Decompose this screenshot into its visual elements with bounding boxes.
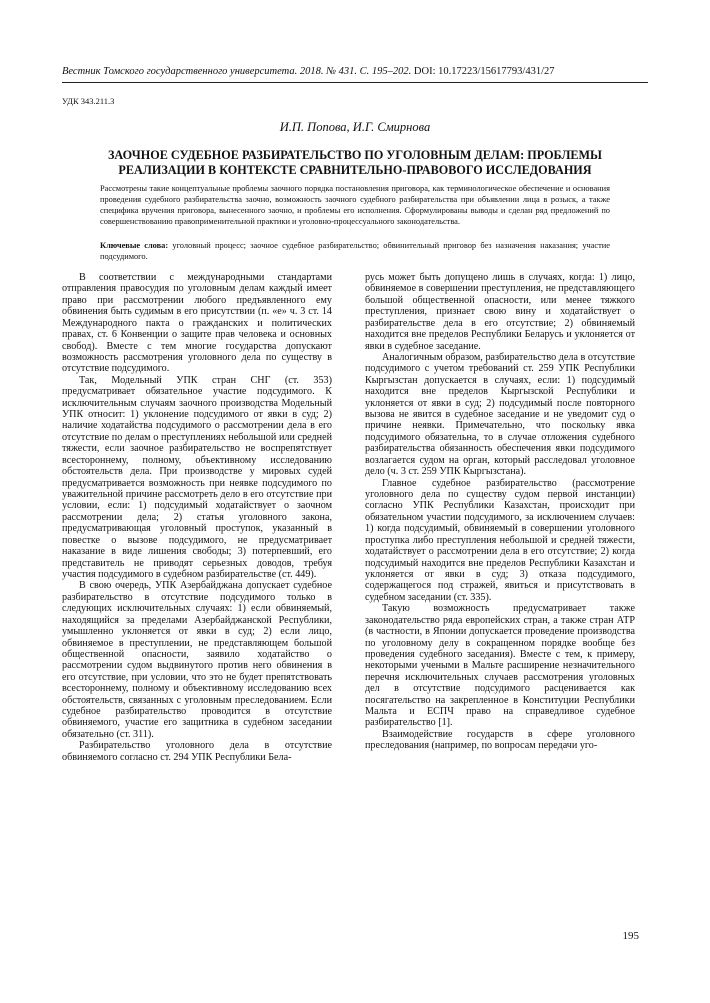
header-rule — [62, 82, 648, 83]
article-title — [62, 148, 648, 177]
paragraph: Главное судебное разбирательство (рассмотрение уголовного дела по существу судом первой инстанции) согласно УПК Республики Казахстан, происходит при обязательном участии подсудимого, за исключением случаев: 1) когда подсудимый, обвиняемый в совершении уголовного проступка либо преступления небольшой и средней тяжести, ходатайствует о рассмотрении дела в его отсутствие; 2) когда подсудимый находится вне пределов Республики Казахстан и уклоняется от явки в суд; 3) отказа подсудимого, содержащегося под стражей, явиться и присутствовать в судебном заседании (ст. 335). — [365, 477, 635, 603]
title-line-2: РЕАЛИЗАЦИИ В КОНТЕКСТЕ СРАВНИТЕЛЬНО-ПРАВОВОГО ИССЛЕДОВАНИЯ — [118, 162, 592, 177]
paragraph: Взаимодействие государств в сфере уголовного преследования (например, по вопросам передачи уго- — [365, 728, 635, 752]
body-column-left — [62, 272, 332, 763]
keywords-label: Ключевые слова: — [100, 241, 169, 250]
body-column-right — [365, 272, 635, 752]
paragraph: В соответствии с международными стандартами отправления правосудия по уголовным делам каждый имеет право при рассмотрении любого предъявленного ему обвинения быть судимым в его присутствии (п. «е» ч. 3 ст. 14 Международного пакта о гражданских и политических правах, ст. 6 Конвенции о защите прав человека и основных свобод). Вместе с тем многие государства допускают возможность рассмотрения уголовного дела по существу в отсутствие подсудимого. — [62, 272, 332, 375]
paragraph-continued: русь может быть допущено лишь в случаях, когда: 1) лицо, обвиняемое в совершении преступления, не представляющего большой общественной опасности, или менее тяжкого преступления, признает свою вину и ходатайствует о разбирательстве дела в его отсутствие; 2) обвиняемый находится вне пределов Республики Беларусь и уклоняется от явки в судебное заседание. — [365, 272, 635, 352]
abstract: Рассмотрены такие концептуальные проблемы заочного порядка постановления приговора, как терминологическое обеспечение и основания проведения судебного разбирательства заочно, возможность заочного судебного разбирательства при объявлении лица в розыск, а также специфика вручения приговора, вынесенного заочно, и проблемы его исполнения. Сформулированы выводы и сделан ряд предложений по совершенствованию правоприменительной практики и уголовно-процессуального законодательства. — [100, 184, 610, 226]
keywords — [100, 241, 610, 263]
paragraph: Аналогичным образом, разбирательство дела в отсутствие подсудимого с учетом требований ст. 259 УПК Республики Кыргызстан допускается в случаях, если: 1) подсудимый находится вне пределов Кыргызской Республики и уклоняется от явки в суд; 2) подсудимый после повторного вызова не явится в судебное заседание и не уведомит суд о причине неявки. Примечательно, что поскольку явка подсудимого обязательна, то в случае отложения судебного разбирательства обязанность обеспечения явки подсудимого возлагается судом на орган, который расследовал уголовное дело (ч. 3 ст. 259 УПК Кыргызстана). — [365, 351, 635, 478]
doi: DOI: 10.17223/15617793/431/27 — [413, 66, 555, 77]
paragraph: Такую возможность предусматривает также законодательство ряда европейских стран, а также стран АТР (в частности, в Японии допускается проведение производства по уголовному делу в сокращенном порядке вообще без проведения судебного заседания). Вместе с тем, к примеру, некоторыми учеными в Мальте расширение незначительного перечня исключительных случаев рассмотрения уголовных дел в отсутствие подсудимого расценивается как посягательство на закрепленное в Конституции Республики Мальта и ЕСПЧ право на справедливое судебное разбирательство [1]. — [365, 603, 635, 729]
paragraph: В свою очередь, УПК Азербайджана допускает судебное разбирательство в отсутствие подсудимого только в следующих исключительных случаях: 1) если обвиняемый, находящийся за пределами Азербайджанской Республики, умышленно уклоняется от явки в суд; 2) если лицо, обвиняемое в преступлении, не представляющем большой общественной опасности, заявило ходатайство о рассмотрении судом выдвинутого против него обвинения в его отсутствие, при условии, что это не будет препятствовать всестороннему, полному и объективному исследованию всех обстоятельств, связанных с уголовным преследованием. Если судебное разбирательство проводится в отсутствие обвиняемого, участие его защитника в судебном заседании обязательно (ст. 311). — [62, 580, 332, 740]
udc-code: УДК 343.211.3 — [62, 96, 115, 106]
keywords-text: уголовный процесс; заочное судебное разбирательство; обвинительный приговор без назначения наказания; участие подсудимого. — [100, 241, 611, 261]
paragraph: Так, Модельный УПК стран СНГ (ст. 353) предусматривает обязательное участие подсудимого. К исключительным случаям заочного производства Модельный УПК относит: 1) уклонение подсудимого от явки в суд; 2) наличие ходатайства подсудимого о рассмотрении дела в его отсутствие по делам о преступлениях небольшой или средней тяжести, если заочное разбирательство не воспрепятствует всестороннему, полному, объективному исследованию обстоятельств дела. При производстве у мировых судей предусматривается возможность при неявке подсудимого по уважительной причине рассмотреть дело в его отсутствие при условии, если: 1) подсудимый ходатайствует о заочном рассмотрении дела; 2) статья уголовного закона, предусматривающая уголовный проступок, указанный в повестке о вызове подсудимого, не предусматривает наказание в виде лишения свободы; 3) потерпевший, его представитель не приводят серьезных доводов, требуя участия подсудимого в судебном разбирательстве (ст. 449). — [62, 374, 332, 580]
title-line-1: ЗАОЧНОЕ СУДЕБНОЕ РАЗБИРАТЕЛЬСТВО ПО УГОЛОВНЫМ ДЕЛАМ: ПРОБЛЕМЫ — [108, 148, 602, 162]
journal-citation: Вестник Томского государственного университета. 2018. № 431. С. 195–202. — [62, 66, 412, 77]
running-head — [62, 66, 648, 77]
page-number: 195 — [622, 930, 639, 942]
paragraph: Разбирательство уголовного дела в отсутствие обвиняемого согласно ст. 294 УПК Республики Бела- — [62, 740, 332, 763]
authors: И.П. Попова, И.Г. Смирнова — [279, 120, 431, 134]
